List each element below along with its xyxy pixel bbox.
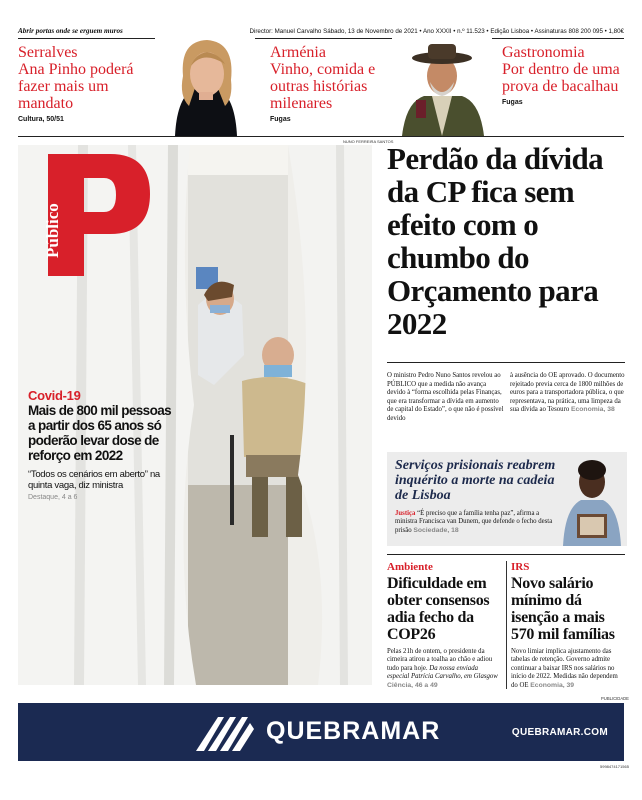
ambiente-body	[387, 648, 501, 690]
covid-sub: “Todos os cenários em aberto” na quinta vaga, diz ministra	[28, 469, 160, 491]
prison-section: Justiça	[395, 510, 416, 517]
irs-body-text: Novo limiar implica ajustamento das tabelas de retenção. Governo admite continuar a baixar IRS nos salários no início de 2022. Medidas não dependem do OE	[511, 648, 618, 689]
teaser-armenia[interactable]	[270, 44, 390, 123]
column-divider	[506, 561, 507, 689]
teaser-ref: Fugas	[502, 99, 523, 106]
photo-credit: NUNO FERREIRA SANTOS	[343, 139, 394, 144]
covid-story[interactable]	[28, 388, 178, 501]
prison-ref: Sociedade, 18	[413, 526, 459, 534]
lead-col-2	[510, 372, 627, 424]
advert-quebramar[interactable]	[18, 703, 624, 761]
lead-ref: Economia, 38	[570, 406, 615, 414]
teaser-section: Arménia	[270, 44, 326, 61]
ambiente-envoy: Da nossa enviada especial Patrícia Carvalho, em Glasgow	[387, 664, 498, 681]
prison-story[interactable]	[387, 452, 627, 546]
ambiente-ref: Ciência, 46 a 49	[387, 681, 438, 689]
teaser-headline: Vinho, comida e outras histórias milenares	[270, 61, 376, 112]
ambiente-section: Ambiente	[387, 561, 433, 573]
issue-meta: Director: Manuel Carvalho Sábado, 13 de Novembro de 2021 • Ano XXXII • n.º 11.523 • Edição Lisboa • Assinaturas 808 200 095 • 1,80€	[249, 27, 624, 35]
lead-rule	[387, 362, 625, 363]
lead-body	[387, 372, 627, 424]
masthead-bar	[18, 24, 624, 38]
irs-section: IRS	[511, 561, 530, 573]
teaser-rule	[18, 136, 624, 137]
teaser-ref: Cultura, 50/51	[18, 116, 64, 123]
teaser-section: Serralves	[18, 44, 78, 61]
lead-headline[interactable]: Perdão da dívida da CP fica sem efeito com o chumbo do Orçamento para 2022	[387, 141, 604, 341]
irs-headline: Novo salário mínimo dá isenção a mais 570 mil famílias	[511, 575, 615, 643]
logo-text: Público	[43, 203, 62, 258]
ad-url[interactable]: QUEBRAMAR.COM	[511, 727, 608, 738]
covid-ref: Destaque, 4 a 6	[28, 494, 78, 501]
teaser-photo-man-hat	[392, 36, 492, 136]
ambiente-story[interactable]	[387, 561, 501, 690]
ambiente-body-text: Pelas 21h de ontem, o presidente da cimeira atirou a toalha ao chão e adiou tudo para hoje.	[387, 648, 493, 672]
irs-ref: Economia, 39	[530, 681, 575, 689]
publico-logo	[42, 150, 152, 280]
irs-body	[511, 648, 625, 690]
lead-col-2-text: à ausência do OE aprovado. O documento rejeitado previa cerca de 1800 milhões de euros para a transportadora pública, o que representava, na prática, uma limpeza da sua dívida ao Tesouro	[510, 372, 625, 414]
teaser-headline: Ana Pinho poderá fazer mais um mandato	[18, 61, 134, 112]
covid-section: Covid-19	[28, 388, 81, 403]
irs-story[interactable]	[511, 561, 625, 690]
prison-photo-woman	[555, 452, 627, 546]
quebramar-logo-icon	[196, 713, 258, 751]
ambiente-headline: Dificuldade em obter consensos adia fecho da COP26	[387, 575, 490, 643]
lead-col-1: O ministro Pedro Nuno Santos revelou ao PÚBLICO que a medida não avança devido à “forma escolhida pelas Finanças, que era transformar a dívida em aumento de capital do Estado”, o que não é possível devido	[387, 372, 504, 422]
ad-brand: QUEBRAMAR	[266, 717, 441, 745]
covid-headline: Mais de 800 mil pessoas a partir dos 65 anos só poderão levar dose de reforço em 2022	[28, 403, 172, 463]
motto: Abrir portas onde se erguem muros	[18, 27, 123, 35]
prison-rule	[387, 554, 625, 555]
teaser-headline: Por dentro de uma prova de bacalhau	[502, 61, 620, 95]
teaser-photo-woman	[155, 36, 255, 136]
teaser-gastronomia[interactable]	[502, 44, 626, 106]
top-rule	[18, 38, 624, 39]
teaser-ref: Fugas	[270, 116, 291, 123]
prison-headline: Serviços prisionais reabrem inquérito a morte na cadeia de Lisboa	[395, 458, 556, 503]
ad-label: PUBLICIDADE	[601, 696, 629, 701]
teaser-serralves[interactable]	[18, 44, 150, 123]
prison-body-text: “É preciso que a família tenha paz”, afirma a ministra Francisca van Dunem, que defende o fecho desta prisão	[395, 510, 553, 534]
teaser-section: Gastronomia	[502, 44, 585, 61]
prison-body	[395, 510, 555, 535]
barcode-number: 5998474171565	[600, 764, 629, 769]
